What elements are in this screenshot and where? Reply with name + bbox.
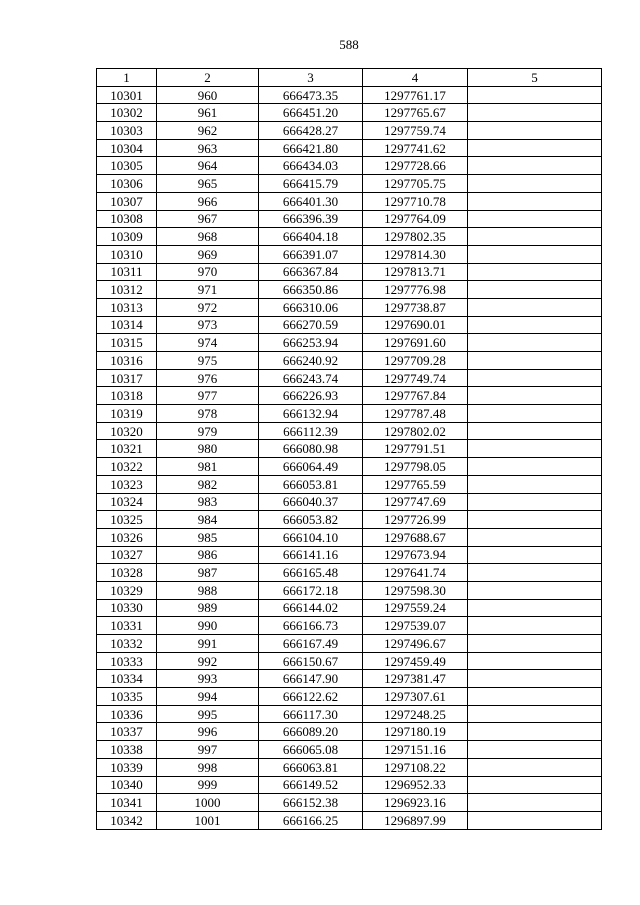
notes-cell — [468, 440, 602, 458]
x-coordinate-cell: 666421.80 — [259, 139, 363, 157]
table-row — [97, 741, 602, 759]
table-row — [97, 723, 602, 741]
notes-cell — [468, 405, 602, 423]
y-coordinate-cell: 1297710.78 — [363, 192, 468, 210]
row-number-cell: 10319 — [97, 405, 157, 423]
row-number-cell: 10326 — [97, 528, 157, 546]
notes-cell — [468, 599, 602, 617]
y-coordinate-cell: 1297641.74 — [363, 564, 468, 582]
notes-cell — [468, 369, 602, 387]
x-coordinate-cell: 666310.06 — [259, 298, 363, 316]
x-coordinate-cell: 666415.79 — [259, 175, 363, 193]
y-coordinate-cell: 1297690.01 — [363, 316, 468, 334]
y-coordinate-cell: 1297180.19 — [363, 723, 468, 741]
coordinates-table — [96, 68, 602, 830]
row-number-cell: 10306 — [97, 175, 157, 193]
point-number-cell: 990 — [157, 617, 259, 635]
point-number-cell: 972 — [157, 298, 259, 316]
y-coordinate-cell: 1297709.28 — [363, 352, 468, 370]
x-coordinate-cell: 666112.39 — [259, 422, 363, 440]
table-row — [97, 245, 602, 263]
table-row — [97, 405, 602, 423]
notes-cell — [468, 422, 602, 440]
table-row — [97, 228, 602, 246]
column-header-4: 4 — [363, 69, 468, 87]
x-coordinate-cell: 666132.94 — [259, 405, 363, 423]
row-number-cell: 10337 — [97, 723, 157, 741]
y-coordinate-cell: 1297747.69 — [363, 493, 468, 511]
table-row — [97, 369, 602, 387]
x-coordinate-cell: 666165.48 — [259, 564, 363, 582]
x-coordinate-cell: 666473.35 — [259, 86, 363, 104]
x-coordinate-cell: 666270.59 — [259, 316, 363, 334]
column-header-2: 2 — [157, 69, 259, 87]
x-coordinate-cell: 666240.92 — [259, 352, 363, 370]
row-number-cell: 10340 — [97, 776, 157, 794]
row-number-cell: 10312 — [97, 281, 157, 299]
x-coordinate-cell: 666167.49 — [259, 635, 363, 653]
point-number-cell: 974 — [157, 334, 259, 352]
notes-cell — [468, 475, 602, 493]
point-number-cell: 986 — [157, 546, 259, 564]
x-coordinate-cell: 666117.30 — [259, 705, 363, 723]
point-number-cell: 961 — [157, 104, 259, 122]
row-number-cell: 10314 — [97, 316, 157, 334]
row-number-cell: 10313 — [97, 298, 157, 316]
point-number-cell: 965 — [157, 175, 259, 193]
table-row — [97, 281, 602, 299]
point-number-cell: 1001 — [157, 811, 259, 829]
x-coordinate-cell: 666166.73 — [259, 617, 363, 635]
notes-cell — [468, 581, 602, 599]
table-row — [97, 758, 602, 776]
x-coordinate-cell: 666141.16 — [259, 546, 363, 564]
point-number-cell: 1000 — [157, 794, 259, 812]
y-coordinate-cell: 1297759.74 — [363, 122, 468, 140]
row-number-cell: 10315 — [97, 334, 157, 352]
x-coordinate-cell: 666053.81 — [259, 475, 363, 493]
table-row — [97, 635, 602, 653]
row-number-cell: 10311 — [97, 263, 157, 281]
table-body — [97, 86, 602, 829]
table-row — [97, 564, 602, 582]
table-row — [97, 422, 602, 440]
y-coordinate-cell: 1297539.07 — [363, 617, 468, 635]
x-coordinate-cell: 666451.20 — [259, 104, 363, 122]
x-coordinate-cell: 666152.38 — [259, 794, 363, 812]
row-number-cell: 10323 — [97, 475, 157, 493]
notes-cell — [468, 758, 602, 776]
point-number-cell: 998 — [157, 758, 259, 776]
y-coordinate-cell: 1297802.02 — [363, 422, 468, 440]
table-row — [97, 493, 602, 511]
notes-cell — [468, 387, 602, 405]
row-number-cell: 10327 — [97, 546, 157, 564]
point-number-cell: 967 — [157, 210, 259, 228]
point-number-cell: 977 — [157, 387, 259, 405]
x-coordinate-cell: 666391.07 — [259, 245, 363, 263]
x-coordinate-cell: 666253.94 — [259, 334, 363, 352]
table-row — [97, 86, 602, 104]
point-number-cell: 999 — [157, 776, 259, 794]
y-coordinate-cell: 1297496.67 — [363, 635, 468, 653]
row-number-cell: 10331 — [97, 617, 157, 635]
x-coordinate-cell: 666243.74 — [259, 369, 363, 387]
notes-cell — [468, 493, 602, 511]
notes-cell — [468, 564, 602, 582]
y-coordinate-cell: 1297307.61 — [363, 688, 468, 706]
table-row — [97, 298, 602, 316]
row-number-cell: 10301 — [97, 86, 157, 104]
x-coordinate-cell: 666147.90 — [259, 670, 363, 688]
y-coordinate-cell: 1297776.98 — [363, 281, 468, 299]
table-row — [97, 175, 602, 193]
y-coordinate-cell: 1297813.71 — [363, 263, 468, 281]
x-coordinate-cell: 666428.27 — [259, 122, 363, 140]
notes-cell — [468, 104, 602, 122]
row-number-cell: 10321 — [97, 440, 157, 458]
notes-cell — [468, 794, 602, 812]
point-number-cell: 985 — [157, 528, 259, 546]
y-coordinate-cell: 1297726.99 — [363, 511, 468, 529]
y-coordinate-cell: 1297765.67 — [363, 104, 468, 122]
table-row — [97, 581, 602, 599]
table-row — [97, 811, 602, 829]
column-header-1: 1 — [97, 69, 157, 87]
table-row — [97, 546, 602, 564]
notes-cell — [468, 139, 602, 157]
x-coordinate-cell: 666350.86 — [259, 281, 363, 299]
x-coordinate-cell: 666404.18 — [259, 228, 363, 246]
notes-cell — [468, 122, 602, 140]
y-coordinate-cell: 1297814.30 — [363, 245, 468, 263]
row-number-cell: 10342 — [97, 811, 157, 829]
point-number-cell: 997 — [157, 741, 259, 759]
row-number-cell: 10303 — [97, 122, 157, 140]
notes-cell — [468, 670, 602, 688]
point-number-cell: 980 — [157, 440, 259, 458]
notes-cell — [468, 723, 602, 741]
row-number-cell: 10308 — [97, 210, 157, 228]
row-number-cell: 10322 — [97, 458, 157, 476]
table-row — [97, 352, 602, 370]
point-number-cell: 962 — [157, 122, 259, 140]
table-row — [97, 440, 602, 458]
x-coordinate-cell: 666149.52 — [259, 776, 363, 794]
table-row — [97, 122, 602, 140]
x-coordinate-cell: 666064.49 — [259, 458, 363, 476]
point-number-cell: 978 — [157, 405, 259, 423]
table-row — [97, 157, 602, 175]
row-number-cell: 10336 — [97, 705, 157, 723]
table-row — [97, 599, 602, 617]
point-number-cell: 964 — [157, 157, 259, 175]
x-coordinate-cell: 666401.30 — [259, 192, 363, 210]
point-number-cell: 966 — [157, 192, 259, 210]
table-row — [97, 652, 602, 670]
table-row — [97, 617, 602, 635]
y-coordinate-cell: 1297673.94 — [363, 546, 468, 564]
point-number-cell: 976 — [157, 369, 259, 387]
x-coordinate-cell: 666150.67 — [259, 652, 363, 670]
x-coordinate-cell: 666434.03 — [259, 157, 363, 175]
table-row — [97, 794, 602, 812]
column-header-3: 3 — [259, 69, 363, 87]
x-coordinate-cell: 666226.93 — [259, 387, 363, 405]
notes-cell — [468, 334, 602, 352]
table-row — [97, 776, 602, 794]
row-number-cell: 10329 — [97, 581, 157, 599]
x-coordinate-cell: 666080.98 — [259, 440, 363, 458]
table-row — [97, 458, 602, 476]
y-coordinate-cell: 1297559.24 — [363, 599, 468, 617]
y-coordinate-cell: 1297767.84 — [363, 387, 468, 405]
notes-cell — [468, 458, 602, 476]
point-number-cell: 992 — [157, 652, 259, 670]
point-number-cell: 987 — [157, 564, 259, 582]
row-number-cell: 10304 — [97, 139, 157, 157]
y-coordinate-cell: 1297787.48 — [363, 405, 468, 423]
point-number-cell: 991 — [157, 635, 259, 653]
notes-cell — [468, 776, 602, 794]
x-coordinate-cell: 666122.62 — [259, 688, 363, 706]
notes-cell — [468, 652, 602, 670]
table-row — [97, 192, 602, 210]
point-number-cell: 996 — [157, 723, 259, 741]
table-header-row — [97, 69, 602, 87]
column-header-5: 5 — [468, 69, 602, 87]
y-coordinate-cell: 1297151.16 — [363, 741, 468, 759]
row-number-cell: 10309 — [97, 228, 157, 246]
x-coordinate-cell: 666040.37 — [259, 493, 363, 511]
row-number-cell: 10307 — [97, 192, 157, 210]
point-number-cell: 994 — [157, 688, 259, 706]
point-number-cell: 982 — [157, 475, 259, 493]
y-coordinate-cell: 1296897.99 — [363, 811, 468, 829]
table-row — [97, 387, 602, 405]
table-row — [97, 334, 602, 352]
point-number-cell: 971 — [157, 281, 259, 299]
notes-cell — [468, 528, 602, 546]
table-row — [97, 511, 602, 529]
row-number-cell: 10328 — [97, 564, 157, 582]
point-number-cell: 973 — [157, 316, 259, 334]
point-number-cell: 993 — [157, 670, 259, 688]
table-row — [97, 263, 602, 281]
notes-cell — [468, 741, 602, 759]
y-coordinate-cell: 1297459.49 — [363, 652, 468, 670]
notes-cell — [468, 175, 602, 193]
y-coordinate-cell: 1296952.33 — [363, 776, 468, 794]
row-number-cell: 10318 — [97, 387, 157, 405]
y-coordinate-cell: 1296923.16 — [363, 794, 468, 812]
x-coordinate-cell: 666144.02 — [259, 599, 363, 617]
y-coordinate-cell: 1297688.67 — [363, 528, 468, 546]
row-number-cell: 10320 — [97, 422, 157, 440]
notes-cell — [468, 157, 602, 175]
x-coordinate-cell: 666053.82 — [259, 511, 363, 529]
table-row — [97, 688, 602, 706]
table-row — [97, 528, 602, 546]
x-coordinate-cell: 666367.84 — [259, 263, 363, 281]
row-number-cell: 10334 — [97, 670, 157, 688]
y-coordinate-cell: 1297108.22 — [363, 758, 468, 776]
y-coordinate-cell: 1297741.62 — [363, 139, 468, 157]
notes-cell — [468, 245, 602, 263]
y-coordinate-cell: 1297802.35 — [363, 228, 468, 246]
y-coordinate-cell: 1297598.30 — [363, 581, 468, 599]
row-number-cell: 10335 — [97, 688, 157, 706]
table-row — [97, 705, 602, 723]
row-number-cell: 10341 — [97, 794, 157, 812]
notes-cell — [468, 298, 602, 316]
x-coordinate-cell: 666104.10 — [259, 528, 363, 546]
table-row — [97, 104, 602, 122]
notes-cell — [468, 811, 602, 829]
point-number-cell: 988 — [157, 581, 259, 599]
row-number-cell: 10330 — [97, 599, 157, 617]
table-row — [97, 475, 602, 493]
y-coordinate-cell: 1297765.59 — [363, 475, 468, 493]
point-number-cell: 984 — [157, 511, 259, 529]
point-number-cell: 979 — [157, 422, 259, 440]
notes-cell — [468, 210, 602, 228]
notes-cell — [468, 705, 602, 723]
point-number-cell: 963 — [157, 139, 259, 157]
y-coordinate-cell: 1297248.25 — [363, 705, 468, 723]
point-number-cell: 983 — [157, 493, 259, 511]
x-coordinate-cell: 666089.20 — [259, 723, 363, 741]
x-coordinate-cell: 666166.25 — [259, 811, 363, 829]
notes-cell — [468, 281, 602, 299]
page-number: 588 — [339, 37, 359, 52]
notes-cell — [468, 688, 602, 706]
row-number-cell: 10332 — [97, 635, 157, 653]
point-number-cell: 981 — [157, 458, 259, 476]
row-number-cell: 10325 — [97, 511, 157, 529]
row-number-cell: 10339 — [97, 758, 157, 776]
notes-cell — [468, 546, 602, 564]
point-number-cell: 995 — [157, 705, 259, 723]
table-row — [97, 670, 602, 688]
y-coordinate-cell: 1297761.17 — [363, 86, 468, 104]
point-number-cell: 989 — [157, 599, 259, 617]
y-coordinate-cell: 1297728.66 — [363, 157, 468, 175]
notes-cell — [468, 192, 602, 210]
y-coordinate-cell: 1297764.09 — [363, 210, 468, 228]
notes-cell — [468, 86, 602, 104]
table-row — [97, 139, 602, 157]
notes-cell — [468, 228, 602, 246]
y-coordinate-cell: 1297691.60 — [363, 334, 468, 352]
row-number-cell: 10333 — [97, 652, 157, 670]
x-coordinate-cell: 666065.08 — [259, 741, 363, 759]
row-number-cell: 10324 — [97, 493, 157, 511]
row-number-cell: 10305 — [97, 157, 157, 175]
point-number-cell: 970 — [157, 263, 259, 281]
notes-cell — [468, 352, 602, 370]
notes-cell — [468, 316, 602, 334]
row-number-cell: 10316 — [97, 352, 157, 370]
point-number-cell: 969 — [157, 245, 259, 263]
row-number-cell: 10338 — [97, 741, 157, 759]
y-coordinate-cell: 1297791.51 — [363, 440, 468, 458]
point-number-cell: 975 — [157, 352, 259, 370]
notes-cell — [468, 263, 602, 281]
table-row — [97, 210, 602, 228]
row-number-cell: 10310 — [97, 245, 157, 263]
notes-cell — [468, 511, 602, 529]
x-coordinate-cell: 666396.39 — [259, 210, 363, 228]
x-coordinate-cell: 666063.81 — [259, 758, 363, 776]
row-number-cell: 10302 — [97, 104, 157, 122]
x-coordinate-cell: 666172.18 — [259, 581, 363, 599]
point-number-cell: 960 — [157, 86, 259, 104]
y-coordinate-cell: 1297381.47 — [363, 670, 468, 688]
notes-cell — [468, 635, 602, 653]
y-coordinate-cell: 1297749.74 — [363, 369, 468, 387]
notes-cell — [468, 617, 602, 635]
table-row — [97, 316, 602, 334]
row-number-cell: 10317 — [97, 369, 157, 387]
point-number-cell: 968 — [157, 228, 259, 246]
y-coordinate-cell: 1297798.05 — [363, 458, 468, 476]
y-coordinate-cell: 1297705.75 — [363, 175, 468, 193]
y-coordinate-cell: 1297738.87 — [363, 298, 468, 316]
